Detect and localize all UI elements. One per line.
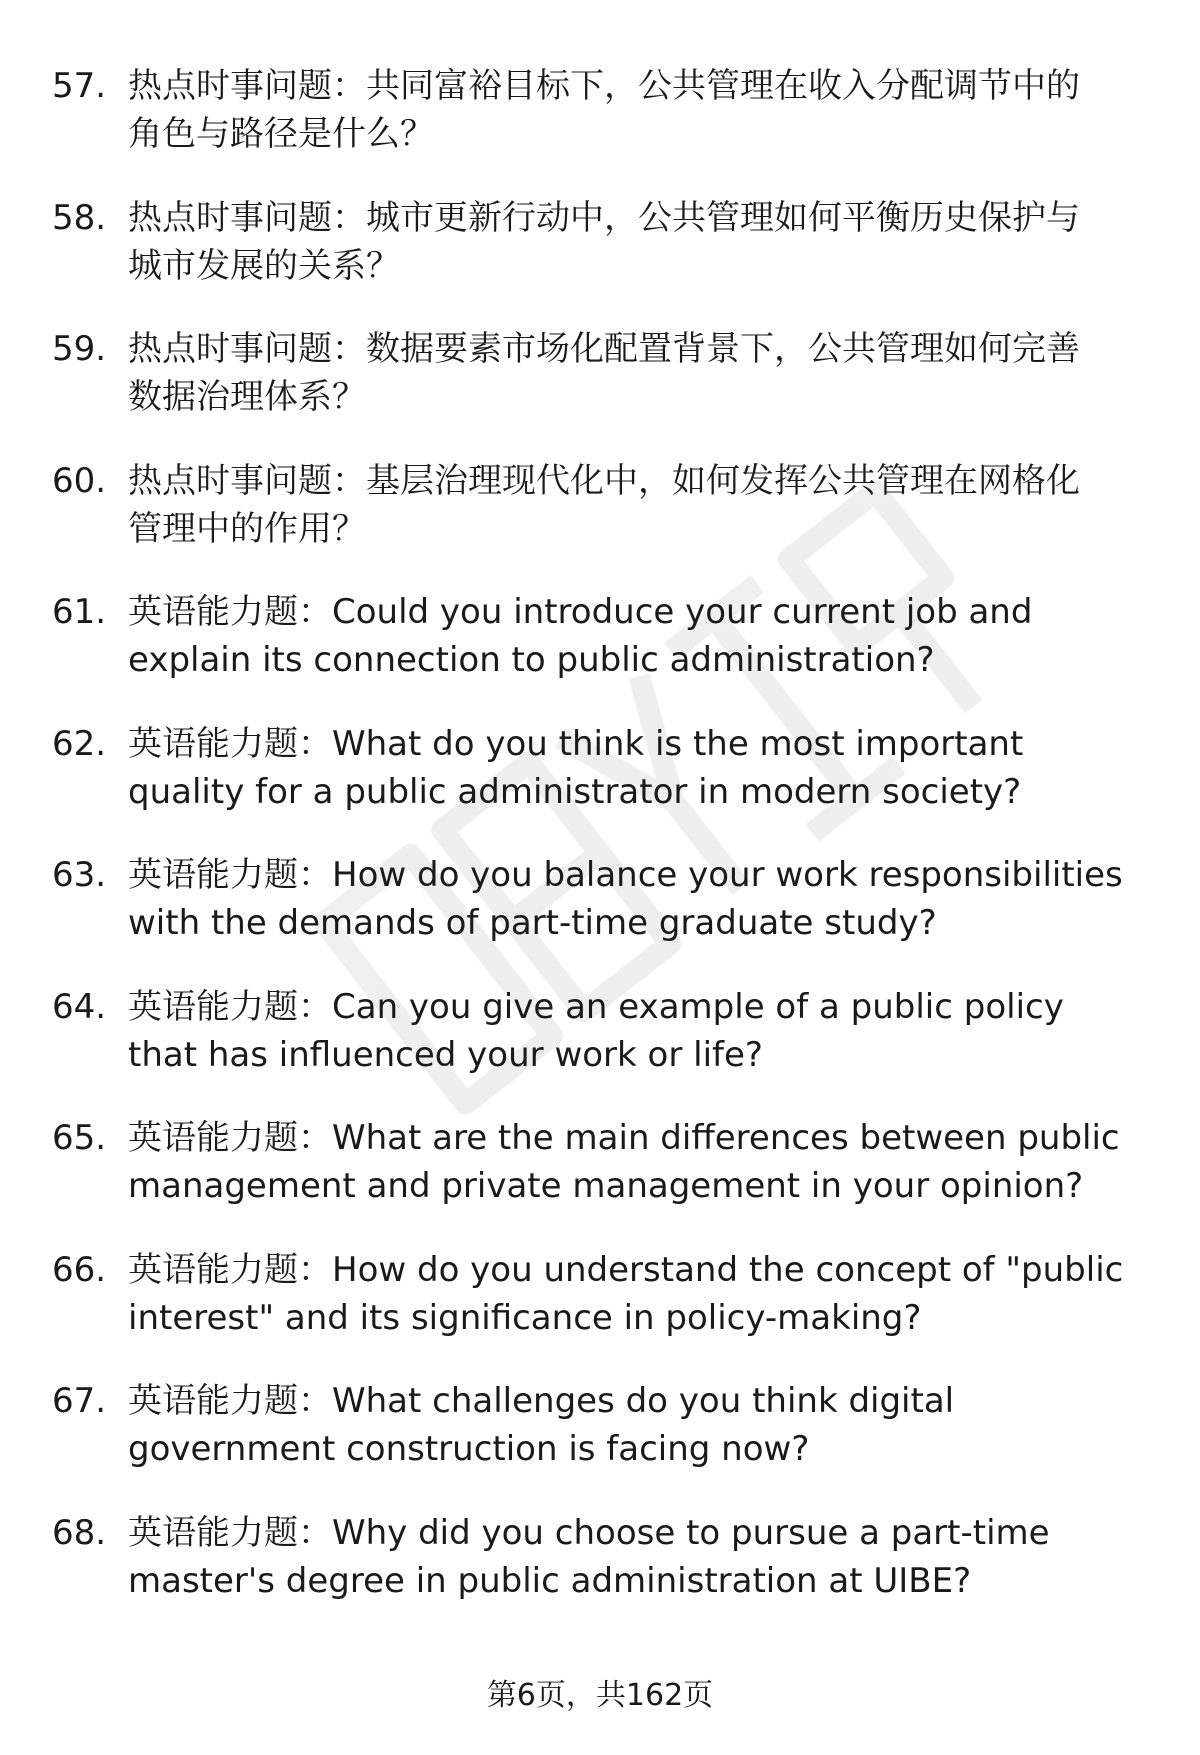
- question-text: 英语能力题：Could you introduce your current job and explain its connection to public administration?: [128, 592, 1033, 680]
- question-text: 热点时事问题：基层治理现代化中，如何发挥公共管理在网格化 管理中的作用？: [128, 460, 1080, 549]
- question-number: 63.: [52, 855, 107, 895]
- question-number: 67.: [52, 1381, 107, 1421]
- list-item: [0, 983, 1200, 1115]
- list-item: [0, 1114, 1200, 1246]
- question-text: 热点时事问题：共同富裕目标下，公共管理在收入分配调节中的 角色与路径是什么？: [128, 66, 1080, 154]
- question-number: 61.: [52, 592, 107, 632]
- question-number: 64.: [52, 986, 107, 1027]
- list-item: [0, 62, 1200, 194]
- list-item: [0, 1377, 1200, 1509]
- question-text: 英语能力题：What are the main differences between public management and private management in your opinion?: [128, 1118, 1120, 1206]
- list-item: [0, 851, 1200, 983]
- question-number: 57.: [52, 66, 107, 106]
- question-text: 英语能力题：How do you balance your work responsibilities with the demands of part-time graduate study?: [128, 855, 1123, 943]
- question-number: 62.: [52, 723, 107, 764]
- question-number: 59.: [52, 329, 107, 369]
- list-item: [0, 457, 1200, 589]
- list-item: [0, 720, 1200, 852]
- question-text: 英语能力题：What challenges do you think digital government construction is facing now?: [128, 1381, 955, 1469]
- question-text: 英语能力题：What do you think is the most important quality for a public administrator in modern society?: [128, 723, 1024, 812]
- question-list: [0, 62, 1200, 1640]
- question-text: 热点时事问题：数据要素市场化配置背景下，公共管理如何完善 数据治理体系？: [128, 329, 1080, 417]
- question-number: 60.: [52, 460, 107, 501]
- question-number: 66.: [52, 1249, 107, 1290]
- list-item: [0, 1509, 1200, 1641]
- list-item: [0, 588, 1200, 720]
- question-text: 英语能力题：How do you understand the concept of "public interest" and its significance in policy-making?: [128, 1249, 1124, 1338]
- list-item: [0, 1246, 1200, 1378]
- question-text: 英语能力题：Why did you choose to pursue a part-time master's degree in public administration at UIBE?: [128, 1512, 1050, 1601]
- question-number: 68.: [52, 1512, 107, 1553]
- question-text: 英语能力题：Can you give an example of a public policy that has influenced your work or life?: [128, 986, 1064, 1075]
- list-item: [0, 325, 1200, 457]
- question-text: 热点时事问题：城市更新行动中，公共管理如何平衡历史保护与 城市发展的关系？: [128, 197, 1080, 286]
- list-item: [0, 194, 1200, 326]
- question-number: 65.: [52, 1118, 107, 1158]
- page-footer: 第6页，共162页: [486, 1678, 714, 1713]
- question-number: 58.: [52, 197, 107, 238]
